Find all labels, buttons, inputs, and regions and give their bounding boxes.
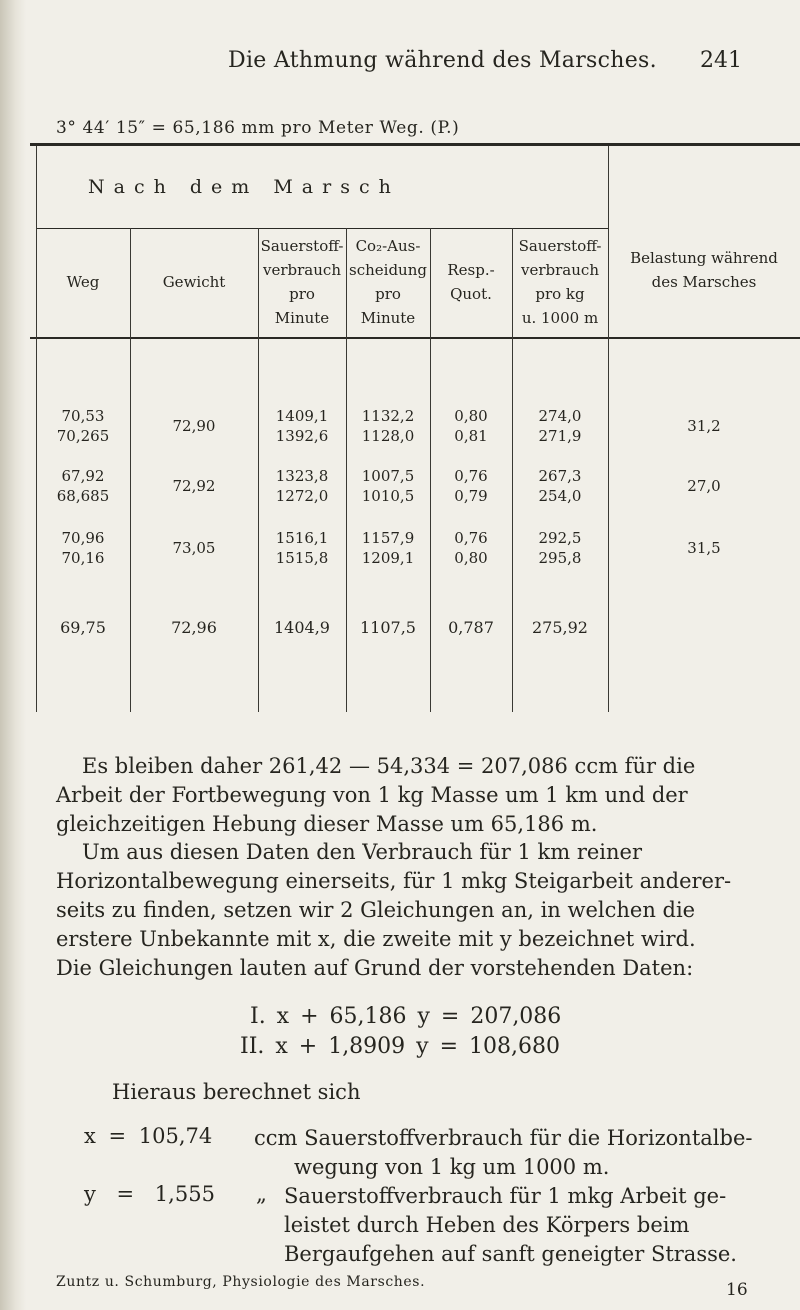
row3-belastung: 31,5 (687, 539, 721, 557)
avg-gewicht: 72,96 (171, 618, 217, 637)
row1-o2kg: 274,0 271,9 (538, 407, 582, 445)
equation-2: II. x + 1,8909 y = 108,680 (240, 1034, 560, 1059)
row1-co2: 1132,2 1128,0 (361, 407, 415, 445)
sheet-signature: 16 (726, 1280, 748, 1300)
page-number: 241 (700, 48, 742, 73)
row3-co2: 1157,9 1209,1 (361, 529, 415, 567)
para1-line-3: gleichzeitigen Hebung dieser Masse um 65,186 m. (56, 812, 598, 836)
row2-belastung: 27,0 (687, 477, 721, 495)
avg-weg: 69,75 (60, 618, 106, 637)
row3-rq: 0,76 0,80 (454, 529, 488, 567)
header-bottom-rule (30, 337, 800, 339)
table-caption: 3° 44′ 15″ = 65,186 mm pro Meter Weg. (P.) (56, 118, 460, 138)
group-header-nach-dem-marsch: Nach dem Marsch (88, 176, 400, 198)
row1-rq: 0,80 0,81 (454, 407, 488, 445)
para2-line-1: Um aus diesen Daten den Verbrauch für 1 km reiner (82, 840, 642, 864)
result-x-label: x = 105,74 (84, 1124, 213, 1148)
footer-credit: Zuntz u. Schumburg, Physiologie des Marsches. (56, 1274, 426, 1290)
para2-line-3: seits zu finden, setzen wir 2 Gleichungen an, in welchen die (56, 898, 696, 922)
col-header-co2-minute: Co₂-Aus- scheidung pro Minute (349, 237, 427, 327)
row2-co2: 1007,5 1010,5 (361, 467, 415, 505)
page-edge-shadow (0, 0, 26, 1310)
row3-o2: 1516,1 1515,8 (275, 529, 329, 567)
hieraus-line: Hieraus berechnet sich (112, 1080, 361, 1104)
running-title: Die Athmung während des Marsches. (228, 48, 657, 73)
result-y-ditto: „ (256, 1182, 267, 1206)
row3-gewicht: 73,05 (172, 539, 216, 557)
col-header-gewicht: Gewicht (162, 273, 226, 291)
para2-line-5: Die Gleichungen lauten auf Grund der vorstehenden Daten: (56, 956, 694, 980)
para1-line-1: Es bleiben daher 261,42 — 54,334 = 207,086 ccm für die (82, 754, 696, 778)
avg-co2: 1107,5 (360, 618, 416, 637)
table-top-rule (30, 143, 800, 146)
result-x-text: ccm Sauerstoffverbrauch für die Horizontalbe- wegung von 1 kg um 1000 m. (254, 1126, 753, 1179)
row2-o2kg: 267,3 254,0 (538, 467, 582, 505)
col-header-sauerstoff-kg: Sauerstoff- verbrauch pro kg u. 1000 m (518, 237, 602, 327)
avg-o2kg: 275,92 (532, 618, 588, 637)
col-header-belastung: Belastung während des Marsches (630, 249, 778, 291)
result-y-label: y = 1,555 (84, 1182, 215, 1206)
equation-1: I. x + 65,186 y = 207,086 (250, 1004, 562, 1029)
para2-line-4: erstere Unbekannte mit x, die zweite mit y bezeichnet wird. (56, 927, 696, 951)
col-divider-1 (130, 228, 131, 712)
row2-o2: 1323,8 1272,0 (275, 467, 329, 505)
row1-belastung: 31,2 (687, 417, 721, 435)
row1-weg: 70,53 70,265 (56, 407, 110, 445)
row1-o2: 1409,1 1392,6 (275, 407, 329, 445)
para1-line-2: Arbeit der Fortbewegung von 1 kg Masse um 1 km und der (56, 783, 688, 807)
col-header-weg: Weg (66, 273, 100, 291)
row3-weg: 70,96 70,16 (61, 529, 105, 567)
row2-weg: 67,92 68,685 (56, 467, 110, 505)
row3-o2kg: 292,5 295,8 (538, 529, 582, 567)
paragraph-2 (56, 838, 776, 983)
row2-rq: 0,76 0,79 (454, 467, 488, 505)
avg-o2: 1404,9 (274, 618, 330, 637)
row2-gewicht: 72,92 (172, 477, 216, 495)
para2-line-2: Horizontalbewegung einerseits, für 1 mkg Steigarbeit anderer- (56, 869, 732, 893)
paragraph-1 (56, 752, 776, 839)
group-header-rule (36, 228, 608, 229)
result-y-text: Sauerstoffverbrauch für 1 mkg Arbeit ge- leistet durch Heben des Körpers beim Bergaufgehen auf sanft geneigter Strasse. (284, 1184, 737, 1266)
row1-gewicht: 72,90 (172, 417, 216, 435)
col-header-sauerstoff-minute: Sauerstoff- verbrauch pro Minute (260, 237, 344, 327)
avg-rq: 0,787 (448, 618, 494, 637)
col-header-resp-quot: Resp.- Quot. (447, 261, 495, 303)
